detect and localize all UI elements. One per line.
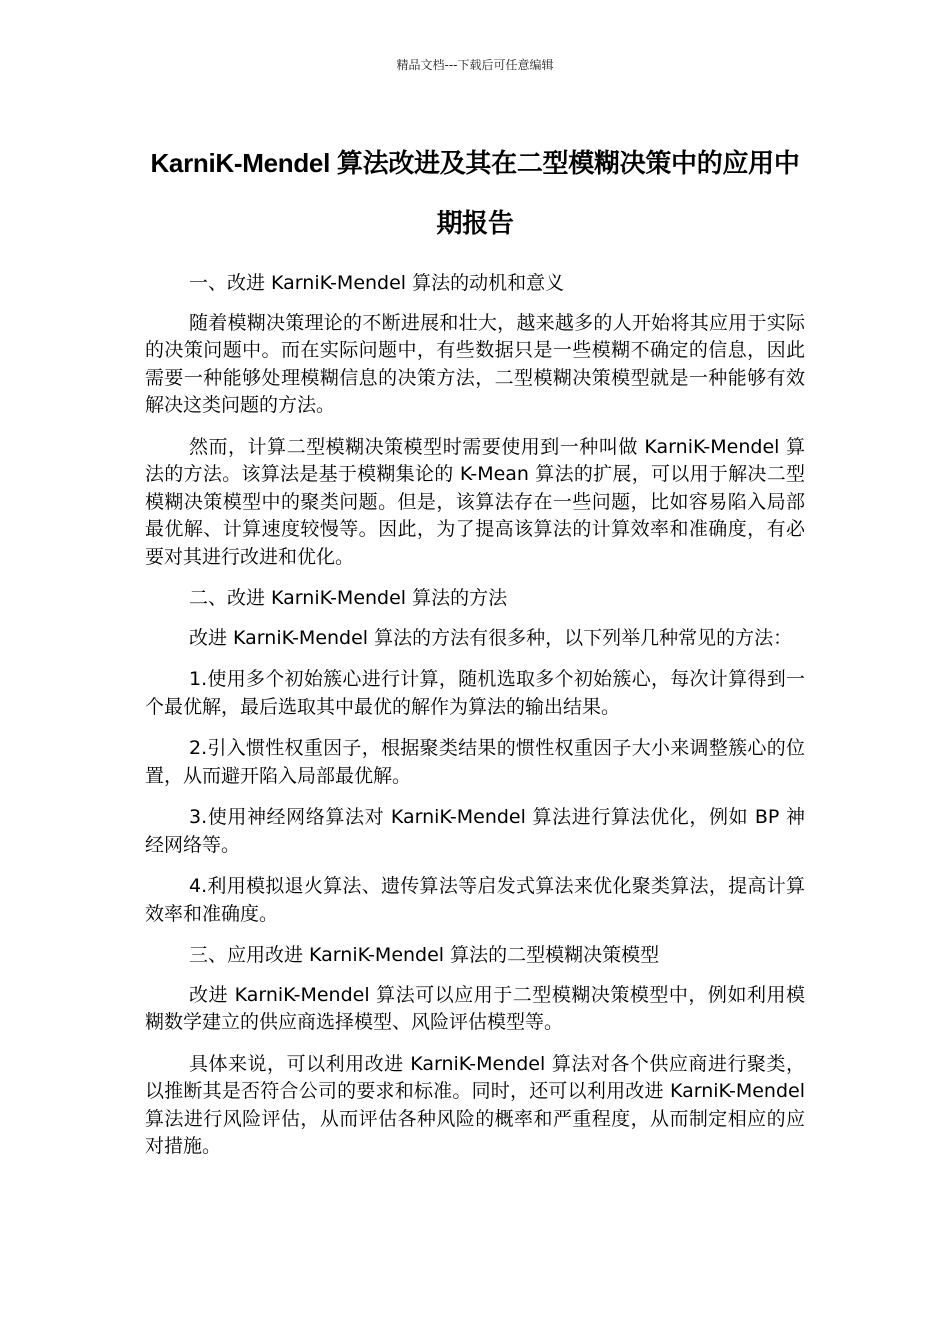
list-item-method-1: 1.使用多个初始簇心进行计算，随机选取多个初始簇心，每次计算得到一个最优解，最后选取其中最优的解作为算法的输出结果。 [145, 668, 805, 718]
document-body [145, 270, 805, 1175]
document-title: KarniK-Mendel 算法改进及其在二型模糊决策中的应用中期报告 [150, 148, 800, 238]
section-heading-2: 二、改进 KarniK-Mendel 算法的方法 [189, 587, 508, 609]
list-item-method-3: 3.使用神经网络算法对 KarniK-Mendel 算法进行算法优化，例如 BP 神经网络等。 [145, 806, 805, 856]
page-header: 精品文档---下载后可任意编辑 [396, 58, 554, 72]
section-heading-3: 三、应用改进 KarniK-Mendel 算法的二型模糊决策模型 [189, 944, 660, 966]
paragraph: 具体来说，可以利用改进 KarniK-Mendel 算法对各个供应商进行聚类，以推断其是否符合公司的要求和标准。同时，还可以利用改进 KarniK-Mendel 算法进行风险评估，从而评估各种风险的概率和严重程度，从而制定相应的应对措施。 [145, 1052, 805, 1157]
list-item-method-4: 4.利用模拟退火算法、遗传算法等启发式算法来优化聚类算法，提高计算效率和准确度。 [145, 875, 805, 925]
paragraph: 随着模糊决策理论的不断进展和壮大，越来越多的人开始将其应用于实际的决策问题中。而在实际问题中，有些数据只是一些模糊不确定的信息，因此需要一种能够处理模糊信息的决策方法，二型模糊决策模型就是一种能够有效解决这类问题的方法。 [145, 311, 805, 416]
paragraph: 改进 KarniK-Mendel 算法可以应用于二型模糊决策模型中，例如利用模糊数学建立的供应商选择模型、风险评估模型等。 [145, 983, 805, 1033]
section-heading-1: 一、改进 KarniK-Mendel 算法的动机和意义 [189, 272, 565, 294]
list-item-method-2: 2.引入惯性权重因子，根据聚类结果的惯性权重因子大小来调整簇心的位置，从而避开陷入局部最优解。 [145, 737, 805, 787]
paragraph: 然而，计算二型模糊决策模型时需要使用到一种叫做 KarniK-Mendel 算法的方法。该算法是基于模糊集论的 K-Mean 算法的扩展，可以用于解决二型模糊决策模型中的聚类问题。但是，该算法存在一些问题，比如容易陷入局部最优解、计算速度较慢等。因此，为了提高该算法的计算效率和准确度，有必要对其进行改进和优化。 [145, 435, 805, 568]
paragraph: 改进 KarniK-Mendel 算法的方法有很多种，以下列举几种常见的方法： [189, 626, 793, 649]
